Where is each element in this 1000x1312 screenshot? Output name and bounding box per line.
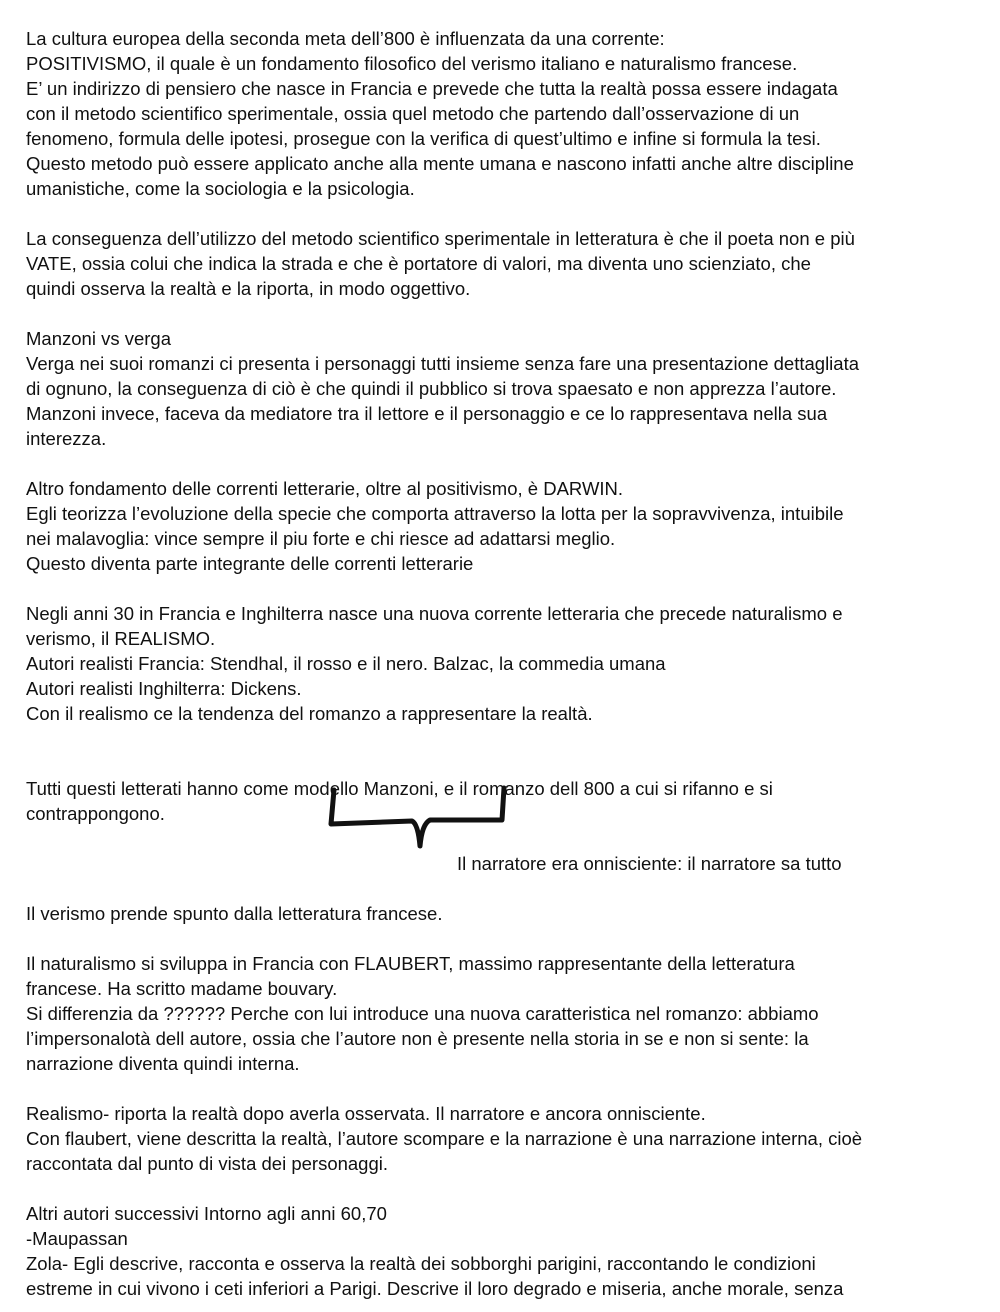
text-line: POSITIVISMO, il quale è un fondamento filosofico del verismo italiano e naturalismo francese. xyxy=(26,53,798,74)
text-line: quindi osserva la realtà e la riporta, in modo oggettivo. xyxy=(26,278,471,299)
text-line: verismo, il REALISMO. xyxy=(26,628,216,649)
text-line: Zola- Egli descrive, racconta e osserva la realtà dei sobborghi parigini, raccontando le condizioni xyxy=(26,1253,816,1274)
paragraph-positivismo xyxy=(26,26,986,201)
text-line: Con il realismo ce la tendenza del romanzo a rappresentare la realtà. xyxy=(26,703,593,724)
text-line: umanistiche, come la sociologia e la psicologia. xyxy=(26,178,415,199)
text-line: Manzoni vs verga xyxy=(26,328,171,349)
text-line: l’impersonalotà dell autore, ossia che l’autore non è presente nella storia in se e non si sente: la xyxy=(26,1028,809,1049)
paragraph-spacer xyxy=(26,926,986,951)
text-line: fenomeno, formula delle ipotesi, prosegue con la verifica di quest’ultimo e infine si formula la tesi. xyxy=(26,128,821,149)
text-line: Tutti questi letterati hanno come modello Manzoni, e il romanzo dell 800 a cui si rifanno e si xyxy=(26,778,773,799)
curly-brace-icon xyxy=(326,784,510,850)
text-line: Negli anni 30 in Francia e Inghilterra nasce una nuova corrente letteraria che precede naturalismo e xyxy=(26,603,843,624)
text-line: Questo metodo può essere applicato anche alla mente umana e nascono infatti anche altre discipline xyxy=(26,153,854,174)
text-line: francese. Ha scritto madame bouvary. xyxy=(26,978,338,999)
brace-stroke xyxy=(331,788,504,846)
text-line: Il verismo prende spunto dalla letteratura francese. xyxy=(26,903,443,924)
paragraph-spacer xyxy=(26,451,986,476)
text-line: Manzoni invece, faceva da mediatore tra il lettore e il personaggio e ce lo rappresentava nella sua xyxy=(26,403,828,424)
paragraph-spacer xyxy=(26,726,986,776)
text-line: narrazione diventa quindi interna. xyxy=(26,1053,300,1074)
text-line: Autori realisti Inghilterra: Dickens. xyxy=(26,678,302,699)
paragraph-spacer xyxy=(26,1176,986,1201)
paragraph-metodo xyxy=(26,226,986,301)
paragraph-naturalismo xyxy=(26,951,986,1076)
text-line: Si differenzia da ?????? Perche con lui introduce una nuova caratteristica nel romanzo: abbiamo xyxy=(26,1003,819,1024)
text-line: Altri autori successivi Intorno agli anni 60,70 xyxy=(26,1203,387,1224)
text-line: La cultura europea della seconda meta dell’800 è influenzata da una corrente: xyxy=(26,28,665,49)
paragraph-darwin xyxy=(26,476,986,576)
text-line: estreme in cui vivono i ceti inferiori a Parigi. Descrive il loro degrado e miseria, anche morale, senza xyxy=(26,1278,844,1299)
text-line: Egli teorizza l’evoluzione della specie che comporta attraverso la lotta per la sopravvivenza, intuibile xyxy=(26,503,844,524)
text-line: Realismo- riporta la realtà dopo averla osservata. Il narratore e ancora onnisciente. xyxy=(26,1103,706,1124)
paragraph-spacer xyxy=(26,301,986,326)
paragraph-altri-autori xyxy=(26,1201,986,1301)
text-line: Verga nei suoi romanzi ci presenta i personaggi tutti insieme senza fare una presentazione dettagliata xyxy=(26,353,860,374)
text-line: contrappongono. xyxy=(26,803,165,824)
paragraph-realismo-flaubert xyxy=(26,1101,986,1176)
paragraph-spacer xyxy=(26,1076,986,1101)
text-line: interezza. xyxy=(26,428,107,449)
text-line: raccontata dal punto di vista dei personaggi. xyxy=(26,1153,389,1174)
text-line: E’ un indirizzo di pensiero che nasce in Francia e prevede che tutta la realtà possa essere indagata xyxy=(26,78,838,99)
text-line: Con flaubert, viene descritta la realtà, l’autore scompare e la narrazione è una narrazione interna, cioè xyxy=(26,1128,863,1149)
text-line: La conseguenza dell’utilizzo del metodo scientifico sperimentale in letteratura è che il poeta non e più xyxy=(26,228,855,249)
text-line: nei malavoglia: vince sempre il piu forte e chi riesce ad adattarsi meglio. xyxy=(26,528,616,549)
paragraph-spacer xyxy=(26,876,986,901)
paragraph-manzoni-verga xyxy=(26,326,986,451)
paragraph-spacer xyxy=(26,576,986,601)
text-line: di ognuno, la conseguenza di ciò è che quindi il pubblico si trova spaesato e non apprezza l’autore. xyxy=(26,378,837,399)
text-line: Altro fondamento delle correnti letterarie, oltre al positivismo, è DARWIN. xyxy=(26,478,624,499)
text-line: -Maupassan xyxy=(26,1228,128,1249)
brace-note: Il narratore era onnisciente: il narratore sa tutto xyxy=(457,853,842,874)
text-line: con il metodo scientifico sperimentale, ossia quel metodo che partendo dall’osservazione di un xyxy=(26,103,800,124)
text-line: Il naturalismo si sviluppa in Francia con FLAUBERT, massimo rappresentante della letteratura xyxy=(26,953,795,974)
text-line: Questo diventa parte integrante delle correnti letterarie xyxy=(26,553,474,574)
paragraph-realismo xyxy=(26,601,986,726)
paragraph-verismo xyxy=(26,901,986,926)
text-line: Autori realisti Francia: Stendhal, il rosso e il nero. Balzac, la commedia umana xyxy=(26,653,666,674)
text-line: VATE, ossia colui che indica la strada e che è portatore di valori, ma diventa uno scienziato, che xyxy=(26,253,811,274)
notes-body xyxy=(26,26,986,1301)
paragraph-spacer xyxy=(26,201,986,226)
